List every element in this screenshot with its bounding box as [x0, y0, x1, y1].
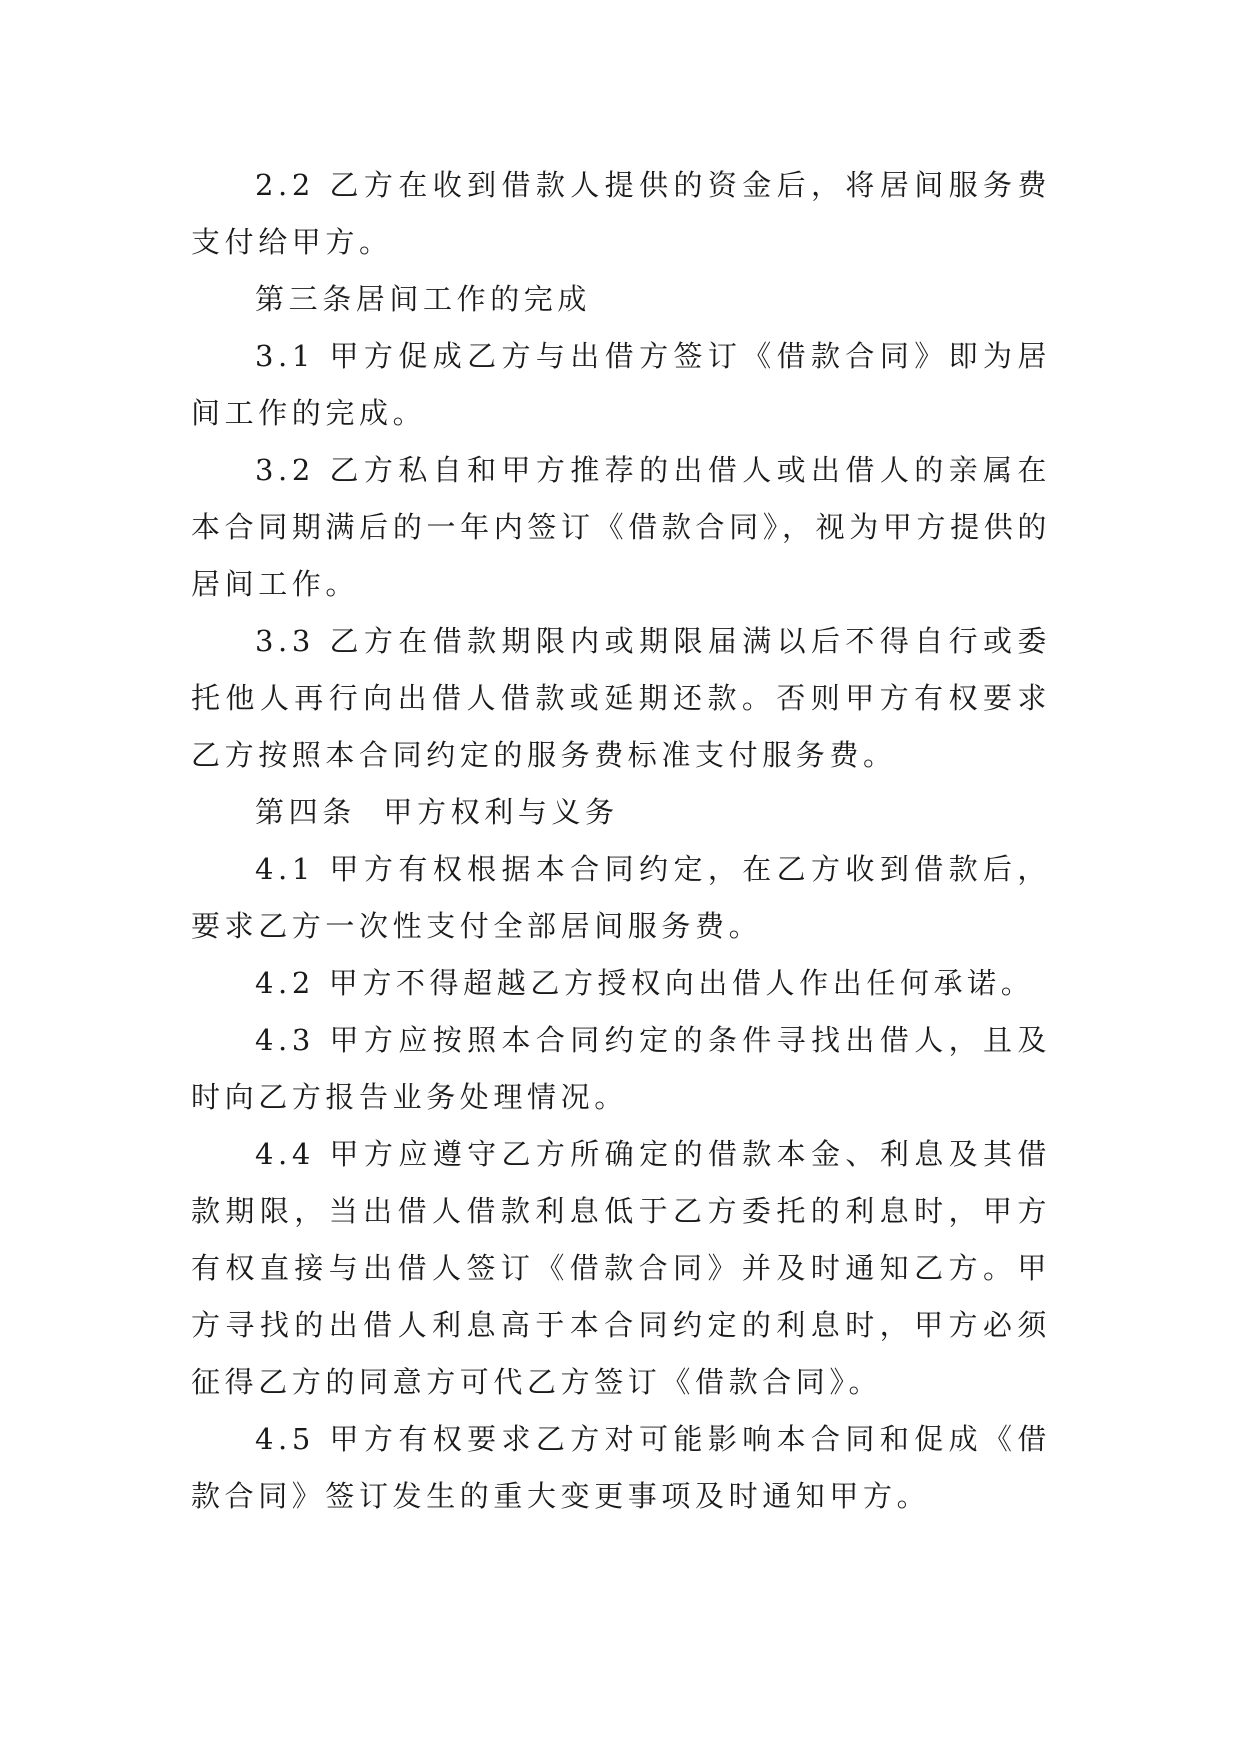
clause-3-2: 3.2 乙方私自和甲方推荐的出借人或出借人的亲属在本合同期满后的一年内签订《借款合同》，视为甲方提供的居间工作。	[191, 453, 1051, 601]
article-4-heading: 第四条 甲方权利与义务	[255, 795, 619, 829]
clause-3-3: 3.3 乙方在借款期限内或期限届满以后不得自行或委托他人再行向出借人借款或延期还款。否则甲方有权要求乙方按照本合同约定的服务费标准支付服务费。	[191, 624, 1051, 772]
clause-4-1: 4.1 甲方有权根据本合同约定，在乙方收到借款后，要求乙方一次性支付全部居间服务费。	[191, 852, 1051, 943]
clause-3-1: 3.1 甲方促成乙方与出借方签订《借款合同》即为居间工作的完成。	[191, 339, 1051, 430]
clause-4-3: 4.3 甲方应按照本合同约定的条件寻找出借人，且及时向乙方报告业务处理情况。	[191, 1023, 1051, 1114]
clause-4-2: 4.2 甲方不得超越乙方授权向出借人作出任何承诺。	[255, 966, 1035, 1000]
document-body	[191, 157, 1051, 1525]
clause-2-2: 2.2 乙方在收到借款人提供的资金后，将居间服务费支付给甲方。	[191, 168, 1051, 259]
clause-4-4: 4.4 甲方应遵守乙方所确定的借款本金、利息及其借款期限，当出借人借款利息低于乙方委托的利息时，甲方有权直接与出借人签订《借款合同》并及时通知乙方。甲方寻找的出借人利息高于本合同约定的利息时，甲方必须征得乙方的同意方可代乙方签订《借款合同》。	[191, 1137, 1051, 1399]
clause-4-5: 4.5 甲方有权要求乙方对可能影响本合同和促成《借款合同》签订发生的重大变更事项及时通知甲方。	[191, 1422, 1051, 1513]
article-3-heading: 第三条居间工作的完成	[255, 282, 592, 316]
